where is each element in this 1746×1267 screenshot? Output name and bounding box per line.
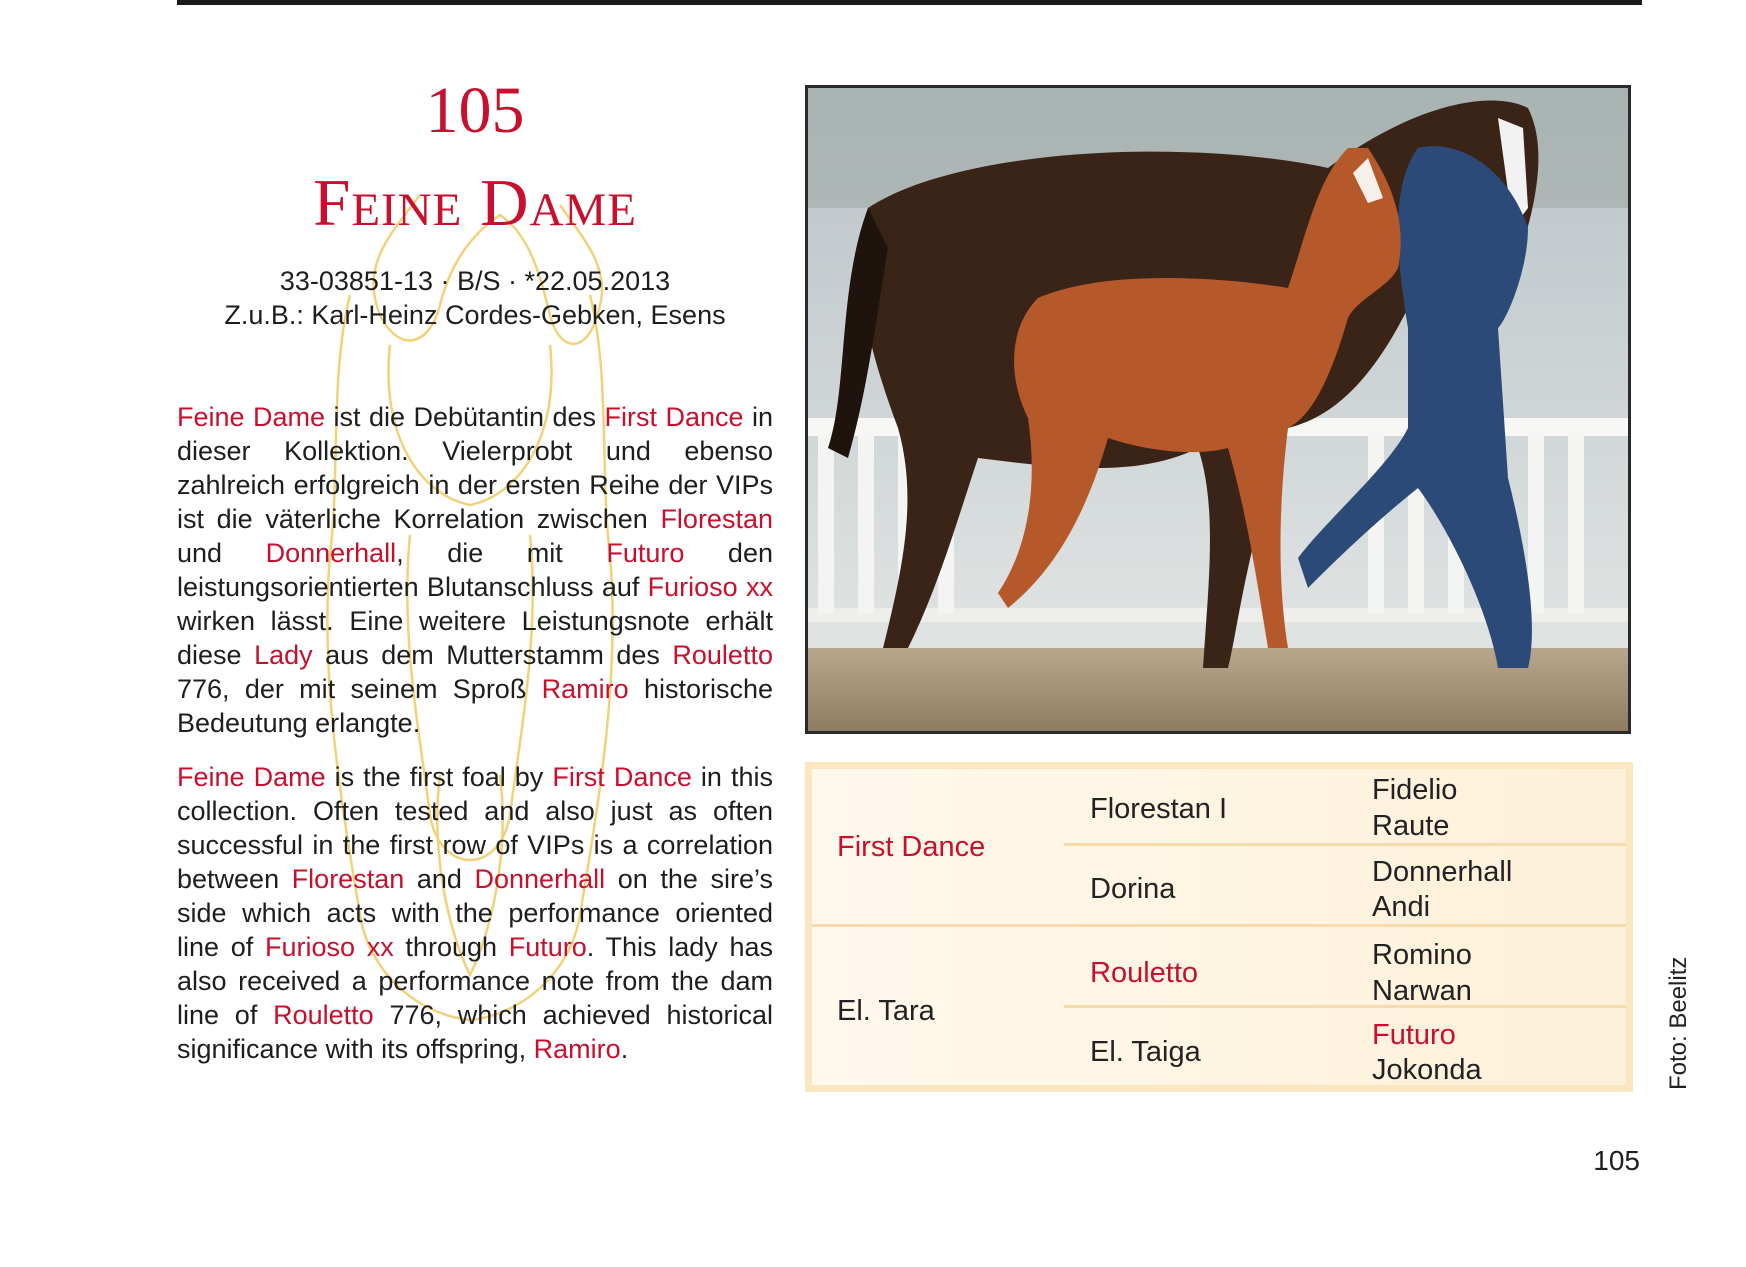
pedigree-dam: El. Tara xyxy=(837,995,935,1027)
separator-sire-side xyxy=(1064,843,1626,846)
highlighted-name: Futuro xyxy=(606,538,685,568)
highlighted-name: Feine Dame xyxy=(177,402,326,432)
text-run: , die mit xyxy=(396,538,607,568)
text-run: und xyxy=(177,538,266,568)
horse-name: Feine Dame xyxy=(313,166,637,240)
pedigree-sire-dam: Dorina xyxy=(1090,873,1176,905)
registration-info: 33-03851-13 · B/S · *22.05.2013 xyxy=(279,266,671,296)
description-english xyxy=(177,760,773,1066)
highlighted-name: Donnerhall xyxy=(265,538,397,568)
text-run: . xyxy=(620,1034,629,1064)
text-run: through xyxy=(393,932,509,962)
text-run: 776, which achieved historical significance with its offspring, xyxy=(177,1000,773,1064)
photo-credit: Foto: Beelitz xyxy=(1665,956,1692,1090)
pedigree-ggp-3: Donnerhall xyxy=(1372,856,1513,888)
pedigree-table xyxy=(805,762,1633,1092)
pedigree-grid xyxy=(812,769,1626,1085)
top-rule xyxy=(177,0,1642,5)
highlighted-name: Ramiro xyxy=(541,674,629,704)
text-run: den leistungsorientierten Blutanschluss auf xyxy=(177,538,773,602)
highlighted-name: Donnerhall xyxy=(474,864,606,894)
text-run: in this collection. Often tested and also just as often successful in the first row of VIPs is a correlation between xyxy=(177,762,773,894)
text-run: on the sire’s side which acts with the performance oriented line of xyxy=(177,864,773,962)
lot-number: 105 xyxy=(425,74,525,147)
text-run: wirken lässt. Eine weitere Leistungsnote erhält diese xyxy=(177,606,773,670)
highlighted-name: Feine Dame xyxy=(177,762,326,792)
highlighted-name: Rouletto xyxy=(672,640,773,670)
separator-dam-side xyxy=(1064,1005,1626,1008)
pedigree-ggp-4: Andi xyxy=(1372,891,1431,923)
horse-photo xyxy=(805,85,1631,734)
pedigree-sire-sire: Florestan I xyxy=(1090,793,1227,825)
text-run: . This lady has also received a performance note from the dam line of xyxy=(177,932,773,1030)
pedigree-dam-dam: El. Taiga xyxy=(1090,1036,1201,1068)
text-run: 776, der mit seinem Sproß xyxy=(177,674,542,704)
highlighted-name: First Dance xyxy=(552,762,692,792)
text-run: and xyxy=(404,864,475,894)
pedigree-ggp-2: Raute xyxy=(1372,810,1450,842)
highlighted-name: Furioso xx xyxy=(647,572,773,602)
highlighted-name: Lady xyxy=(254,640,313,670)
highlighted-name: First Dance xyxy=(604,402,744,432)
pedigree-ggp-7: Futuro xyxy=(1372,1019,1456,1051)
text-run: historische Bedeutung erlangte. xyxy=(177,674,773,738)
highlighted-name: Rouletto xyxy=(273,1000,374,1030)
pedigree-ggp-8: Jokonda xyxy=(1372,1054,1482,1086)
page-number: 105 xyxy=(1593,1145,1640,1176)
pedigree-dam-sire: Rouletto xyxy=(1090,957,1199,989)
text-run: ist die Debütantin des xyxy=(325,402,605,432)
highlighted-name: Florestan xyxy=(660,504,773,534)
highlighted-name: Florestan xyxy=(291,864,405,894)
pedigree-sire: First Dance xyxy=(837,831,986,863)
highlighted-name: Ramiro xyxy=(533,1034,621,1064)
text-run: in dieser Kollektion. Vielerprobt und ebenso zahlreich erfolgreich in der ersten Reihe der VIPs ist die väterliche Korrelation zwischen xyxy=(177,402,773,534)
text-run: is the first foal by xyxy=(325,762,553,792)
pedigree-ggp-6: Narwan xyxy=(1372,975,1472,1007)
description-german xyxy=(177,400,773,740)
separator-sire-dam xyxy=(812,924,1626,927)
pedigree-ggp-1: Fidelio xyxy=(1372,774,1458,806)
pedigree-ggp-5: Romino xyxy=(1372,939,1472,971)
highlighted-name: Futuro xyxy=(508,932,587,962)
breeder-info: Z.u.B.: Karl-Heinz Cordes-Gebken, Esens xyxy=(224,300,726,330)
mare-and-foal-photo xyxy=(808,88,1628,731)
text-run: aus dem Mutterstamm des xyxy=(312,640,673,670)
highlighted-name: Furioso xx xyxy=(264,932,394,962)
